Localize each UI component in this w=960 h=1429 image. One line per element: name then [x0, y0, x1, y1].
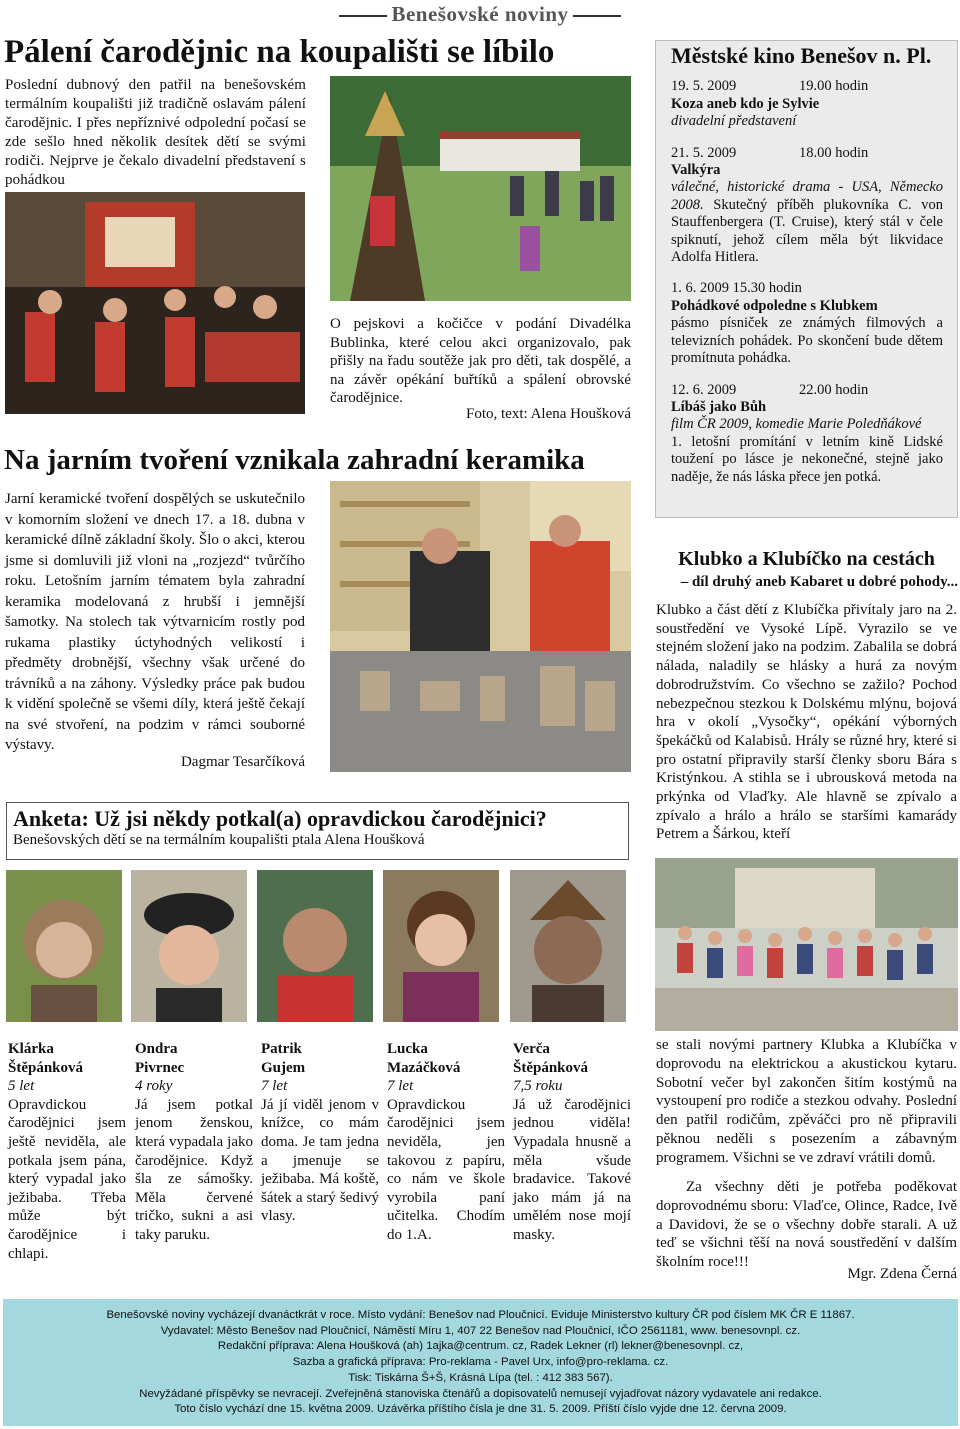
survey-answer [513, 1040, 631, 1245]
survey-title: Anketa: Už jsi někdy potkal(a) opravdickou čarodějnici? [13, 806, 547, 831]
imprint-line: Toto číslo vychází dne 15. května 2009. Uzávěrka příštího čísla je dne 31. 5. 2009. Příští číslo vyjde dne 12. června 2009. [174, 1403, 787, 1416]
article3-subtitle: – díl druhý aneb Kabaret u dobré pohody... [680, 574, 958, 590]
imprint-line: Tisk: Tiskárna Š+Š, Krásná Lípa (tel. : 412 383 567). [348, 1371, 613, 1384]
kid-age: 4 roky [135, 1078, 173, 1095]
imprint-line: Nevyžádané příspěvky se nevracejí. Zveřejněná stanoviska čtenářů a dopisovatelů nemusejí vyjadřovat názory vydavatele ani redakce. [139, 1387, 822, 1400]
survey-answer [135, 1040, 253, 1245]
event-description: Skutečný příběh plukovníka C. von Stauffenbergera (T. Cruise), který stál v čele spiknutí, jehož cílem měla být likvidace Adolfa Hitlera. [671, 196, 944, 266]
article1-title: Pálení čarodějnic na koupališti se líbilo [4, 34, 555, 70]
bonfire-photo [330, 76, 631, 301]
article2-author: Dagmar Tesarčíková [180, 754, 305, 770]
cinema-event [671, 78, 943, 130]
event-name: Valkýra [671, 162, 721, 179]
article3-title: Klubko a Klubíčko na cestách [678, 548, 935, 570]
event-time: 22.00 hodin [799, 381, 869, 398]
event-time: 15.30 hodin [732, 280, 802, 297]
article3-body-part1: Klubko a část dětí z Klubíčka přivítaly jaro na 2. soustředění ve Vysoké Lípě. Vyrazilo se ve stejném složení jako na podzim. Zabalila se dobrá nálada, naladily se hlásky a hurá za novým dobrodružstvím. Co všechno se zažilo? Pochod nebezpečnou stezkou k Dolskému mlýnu, bojová hra v okolí „Vysočky“, opékání výborných špekáčků od Kalabisů. Hrály se různé hry, které si pro ostatní připravily starší členky sboru Bára s Kristýnkou. A stihla se i ubrousková metoda na prkýnka od Vlaďky. Ale hlavně se zpívalo a zpívalo a hrálo a hrálo se staršími kamarády Petrem a Šárkou, kteří [656, 602, 957, 843]
kid-photo-lucka [383, 870, 499, 1022]
kid-age: 7 let [387, 1078, 414, 1095]
cinema-title: Městské kino Benešov n. Pl. [671, 43, 932, 68]
kid-first-name: Lucka [387, 1041, 428, 1057]
kid-answer: Já jí viděl jenom v knížce, co mám doma. Je tam jedna a jmenuje se ježibaba. Má koště, šátek a starý šedivý vlasy. [261, 1096, 379, 1225]
kid-answer: Opravdickou čarodějnici jsem neviděla, jen takovou z papíru, co nám ve škole vyrobila paní učitelka. Chodím do 1.A. [387, 1096, 505, 1243]
kid-photo-ondra [131, 870, 247, 1022]
kid-answer: Já jsem potkal jenom ženskou, která vypadala jako čarodějnice. Když šla ze sámošky. Měla červené tričko, sukni a asi taky paruku. [135, 1096, 253, 1243]
kid-answer: Opravdickou čarodějnici jsem ještě neviděla, ale potkala jsem pána, který vypadal jako ježibaba. Třeba může být čarodějnice i chlapi. [8, 1096, 126, 1262]
kid-first-name: Ondra [135, 1041, 178, 1057]
kid-photo-klarka [6, 870, 122, 1022]
kid-last-name: Mazáčková [387, 1059, 461, 1076]
kid-first-name: Patrik [261, 1041, 302, 1057]
article2-title: Na jarním tvoření vznikala zahradní keramika [4, 444, 585, 476]
imprint-line: Sazba a grafická příprava: Pro-reklama - Pavel Urx, info@pro-reklama. cz. [292, 1356, 669, 1369]
puppet-theatre-photo [5, 192, 305, 414]
survey-answer [261, 1040, 379, 1226]
event-name: Líbáš jako Bůh [671, 398, 767, 415]
article1-continuation: O pejskovi a kočičce v podání Divadélka Bublinka, které celou akci organizovalo, pak přišly na řadu soutěže jak pro děti, tak dospělé, a na závěr opékání buřtíků a spálení obrovské čarodějnice. [330, 316, 631, 406]
cinema-event [671, 382, 943, 486]
imprint-line: Benešovské noviny vycházejí dvanáctkrát v roce. Místo vydání: Benešov nad Ploučnicí. Eviduje Ministerstvo kultury ČR pod číslem MK ČR E 11867. [106, 1309, 855, 1321]
article3-body-part2: se stali novými partnery Klubka a Klubíčka v doprovodu na elektrickou a akustickou kytaru. Sobotní večer byl zakončen šitím kostýmů na vystoupení pro rodiče a stezkou odvahy. Poslední den patřil rodičům, zpěváčci pro ně připravili pěknou neděli s posezením a zábavným programem. Všichni se ve zdraví vrátili domů. [656, 1037, 957, 1166]
event-date: 21. 5. 2009 [671, 144, 737, 161]
survey-answer [387, 1040, 505, 1245]
kid-last-name: Štěpánková [513, 1059, 589, 1076]
kid-photo-patrik [257, 870, 373, 1022]
event-description: 1. letošní promítání v letním kině Lidské toužení po lásce je nekonečné, stejně jako naděje, že nás láska přece jen potká. [671, 433, 943, 485]
imprint-footer [3, 1299, 958, 1426]
event-genre: film ČR 2009, komedie Marie Poledňákové [671, 416, 922, 433]
event-name: Koza aneb kdo je Sylvie [671, 95, 820, 112]
article1-credit: Foto, text: Alena Houšková [466, 406, 631, 422]
event-date: 12. 6. 2009 [671, 381, 737, 398]
imprint-line: Vydavatel: Město Benešov nad Ploučnicí, Náměstí Míru 1, 407 22 Benešov nad Ploučnicí, IČO 2561181, www. benesovnpl. cz. [160, 1324, 801, 1337]
kid-last-name: Pivrnec [135, 1059, 185, 1076]
event-time: 19.00 hodin [799, 78, 869, 95]
kid-first-name: Verča [513, 1041, 550, 1057]
kid-age: 5 let [8, 1078, 35, 1095]
event-date: 19. 5. 2009 [671, 78, 737, 95]
survey-header [6, 802, 629, 860]
event-description: pásmo písniček ze známých filmových a televizních pohádek. Po skončení bude dětem promítnuta pohádka. [671, 315, 943, 367]
article3-author: Mgr. Zdena Černá [847, 1266, 957, 1282]
kid-age: 7 let [261, 1078, 288, 1095]
cinema-programme-box [655, 40, 958, 518]
kid-first-name: Klárka [8, 1041, 54, 1057]
kid-last-name: Gujem [261, 1059, 306, 1076]
kid-photo-verca [510, 870, 626, 1022]
kid-answer: Já už čarodějnici jednou viděla! Vypadala hnusně a měla všude bradavice. Takové jako mám já na umělém nose mojí masky. [513, 1096, 631, 1243]
kid-age: 7,5 roku [513, 1078, 563, 1095]
article2-body: Jarní keramické tvoření dospělých se uskutečnilo v komorním složení ve dnech 17. a 18. dubna v keramické dílně základní školy. Šlo o akci, kterou jsme si domluvili již vloni na „rozjezd“ tvůrčího roku. Letošním jarním tématem byla zahradní keramika modelovaná z hrubší i jemnější šamotky. Na stolech tak výtvarnicím rostly pod rukama plastiky úctyhodných velikostí i předměty drobnější, všechny však určené do trávníků a na záhony. Výsledky práce pak budou k vidění společně se všemi díly, která ještě čekají na své stvoření, na podzim v rámci souborné výstavy. [5, 491, 305, 753]
masthead [330, 2, 630, 27]
event-name: Pohádkové odpoledne s Klubkem [671, 297, 878, 314]
cinema-event [671, 145, 943, 267]
ceramics-workshop-photo [330, 481, 631, 772]
article3-body-part3: Za všechny děti je potřeba poděkovat doprovodnému sboru: Vlaďce, Olince, Radce, Ivě a Davidovi, že se o všechny dobře starali. A už teď se všichni těší na nová soustředění v dalším školním roce!!! [656, 1179, 957, 1271]
imprint-line: Redakční příprava: Alena Houšková (ah) 1ajka@centrum. cz, Radek Lekner (rl) lekner@benesovnpl. cz, [217, 1340, 744, 1353]
survey-answer [8, 1040, 126, 1263]
group-photo [655, 858, 958, 1031]
kid-last-name: Štěpánková [8, 1059, 84, 1076]
event-time: 18.00 hodin [799, 144, 869, 161]
cinema-event [671, 280, 943, 367]
survey-subtitle: Benešovských dětí se na termálním koupališti ptala Alena Houšková [13, 832, 425, 848]
masthead-title: Benešovské noviny [391, 2, 569, 26]
event-genre: divadelní představení [671, 113, 797, 130]
article1-lead: Poslední dubnový den patřil na benešovském termálním koupališti již tradičně oslavám pálení čarodějnic. I přes nepříznivé odpolední počasí se zde sešlo hned několik desítek dětí se svými rodiči. Nejprve je čekalo divadelní představení s pohádkou [5, 77, 306, 188]
event-date: 1. 6. 2009 [671, 280, 729, 297]
event-genre: válečné, historické drama - USA, Německo 2008. [671, 179, 943, 213]
